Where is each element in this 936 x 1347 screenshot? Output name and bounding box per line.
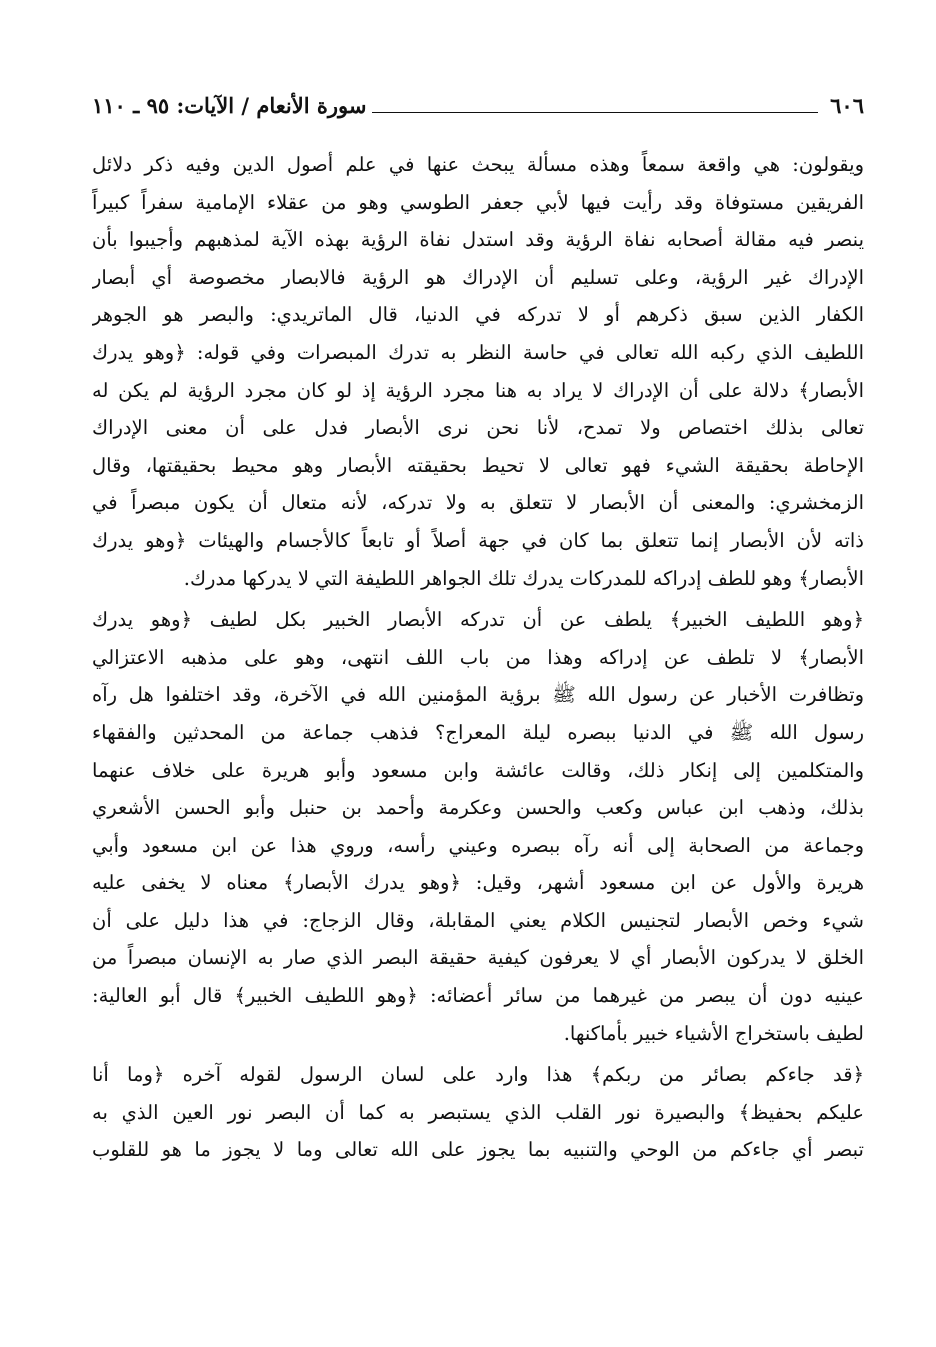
text-line: ينصر فيه مقالة أصحابه نفاة الرؤية وقد استدل نفاة الرؤية بهذه الآية لمذهبهم وأجيبوا بأن <box>92 228 864 252</box>
text-line: ويقولون: هي واقعة سمعاً وهذه مسألة يبحث عنها في علم أصول الدين وفيه ذكر دلائل <box>92 153 864 176</box>
paragraph-1 <box>92 146 864 597</box>
text-line: الأبصار﴾ وهو للطف إدراكه للمدركات يدرك تلك الجواهر اللطيفة التي لا يدركها مدرك. <box>183 566 864 590</box>
page-number: ٦٠٦ <box>830 93 864 118</box>
text-line: الأبصار﴾ دلالة على أن الإدراك لا يراد به هنا مجرد الرؤية إذ لو كان مجرد الرؤية لم يكن له <box>92 378 864 402</box>
text-line: ﴿قد جاءكم بصائر من ربكم﴾ هذا وارد على لسان الرسول لقوله آخره ﴿وما أنا <box>92 1063 864 1087</box>
text-line: الزمخشري: والمعنى أن الأبصار لا تتعلق به ولا تدركه، لأنه متعال أن يكون مبصراً في <box>92 491 864 515</box>
text-line: الخلق لا يدركون الأبصار أي لا يعرفون كيفية حقيقة البصر الذي صار به الإنسان مبصراً من <box>92 946 864 970</box>
text-line: رسول الله ﷺ في الدنيا ببصره ليلة المعراج؟ فذهب جماعة من المحدثين والفقهاء <box>92 720 864 744</box>
text-line: والمتكلمين إلى إنكار ذلك، وقالت عائشة وابن مسعود وأبو هريرة على خلاف عنهما <box>92 758 864 782</box>
text-line: شيء وخص الأبصار لتجنيس الكلام يعني المقابلة، وقال الزجاج: في هذا دليل على أن <box>92 908 864 932</box>
text-line: لطيف باستخراج الأشياء خبير بأماكنها. <box>563 1021 864 1045</box>
text-line: ذاته لأن الأبصار إنما تتعلق بما كان في جهة أصلاً أو تابعاً كالأجسام والهيئات ﴿وهو يدرك <box>92 528 864 552</box>
text-line: عينيه دون أن يبصر من غيرهما من سائر أعضائه: ﴿وهو اللطيف الخبير﴾ قال أبو العالية: <box>92 984 864 1008</box>
text-line: تبصر أي جاءكم من الوحي والتنبيه بما يجوز على الله تعالى وما لا يجوز ما هو للقلوب <box>92 1138 864 1162</box>
header-rule <box>372 112 818 113</box>
text-line: اللطيف الذي ركبه الله تعالى في حاسة النظر به تدرك المبصرات وفي قوله: ﴿وهو يدرك <box>92 340 864 364</box>
paragraph-3 <box>92 1056 864 1169</box>
text-line: وجماعة من الصحابة إلى أنه رآه ببصره وعيني رأسه، وروي هذا عن ابن مسعود وأبي <box>92 833 864 857</box>
header-title: سورة الأنعام / الآيات: ٩٥ ـ ١١٠ <box>92 93 367 118</box>
text-line: الإحاطة بحقيقة الشيء فهو تعالى لا تحيط بحقيقته الأبصار وهو محيط بحقيقتها، وقال <box>92 453 864 477</box>
text-line: عليكم بحفيظ﴾ والبصيرة نور القلب الذي يستبصر به كما أن البصر نور العين الذي به <box>92 1100 864 1124</box>
text-line: الأبصار﴾ لا تلطف عن إدراكه وهذا من باب اللف انتهى، وهو على مذهبه الاعتزالي <box>92 645 864 669</box>
text-line: الكفار الذين سبق ذكرهم أو لا تدركه في الدنيا، قال الماتريدي: والبصر هو الجوهر <box>92 303 864 327</box>
paragraph-2 <box>92 601 864 1052</box>
text-line: ﴿وهو اللطيف الخبير﴾ يلطف عن أن تدركه الأبصار الخبير بكل لطيف ﴿وهو يدرك <box>92 608 864 632</box>
body-text <box>92 146 864 1169</box>
running-header <box>92 88 864 118</box>
text-line: الفريقين مستوفاة وقد رأيت فيها لأبي جعفر الطوسي وهو من عقلاء الإمامية سفراً كبيراً <box>92 190 864 214</box>
text-line: تعالى بذلك اختصاص ولا تمدح، لأنا نحن نرى الأبصار فدل على أن معنى الإدراك <box>92 416 864 440</box>
text-line: وتظافرت الأخبار عن رسول الله ﷺ برؤية المؤمنين الله في الآخرة، وقد اختلفوا هل رآه <box>92 683 864 707</box>
text-line: هريرة والأول عن ابن مسعود أشهر، وقيل: ﴿وهو يدرك الأبصار﴾ معناه لا يخفى عليه <box>92 871 864 895</box>
text-line: الإدراك غير الرؤية، وعلى تسليم أن الإدراك هو الرؤية فالابصار مخصوصة أي أبصار <box>92 265 864 289</box>
text-line: بذلك، وذهب ابن عباس وكعب والحسن وعكرمة وأحمد بن حنبل وأبو الحسن الأشعري <box>92 796 864 820</box>
